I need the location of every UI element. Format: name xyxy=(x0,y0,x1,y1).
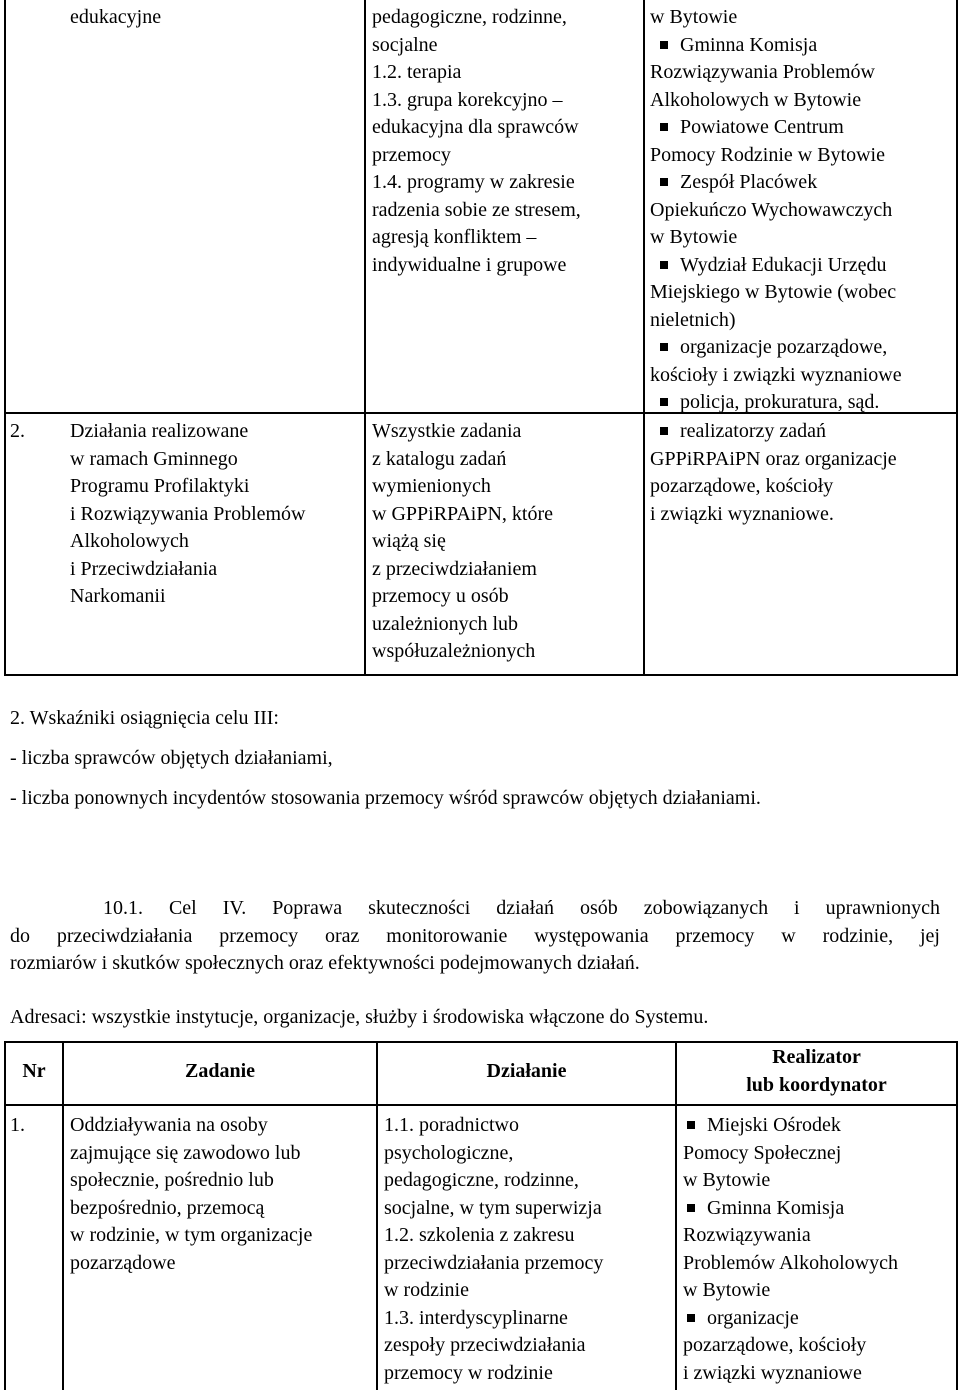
square-bullet-icon xyxy=(660,343,668,351)
cell-dzialanie-row1 xyxy=(372,4,581,279)
header-zadanie: Zadanie xyxy=(184,1060,256,1082)
cell-zadanie-row2 xyxy=(70,418,306,611)
bullet-text: Gminna Komisja xyxy=(707,1196,845,1219)
cell-realizator-row2 xyxy=(650,418,897,528)
goal-line3: rozmiarów i skutków społecznych oraz efektywności podejmowanych działań. xyxy=(10,952,640,974)
goal-line1: Poprawa skuteczności działań osób zobowiązanych i uprawnionych xyxy=(272,897,940,919)
bullet-text: Miejski Ośrodek xyxy=(707,1114,841,1136)
text-line: bezpośrednio, przemocą xyxy=(70,1196,265,1219)
t2-cell-zadanie xyxy=(70,1112,312,1277)
text-line: Alkoholowych xyxy=(70,530,189,552)
text-line: społecznie, pośrednio lub xyxy=(70,1169,274,1191)
bullet-text: Alkoholowych w Bytowie xyxy=(650,88,862,111)
text-line: wiążą się xyxy=(372,530,446,552)
text-line: w GPPiRPAiPN, które xyxy=(372,502,553,525)
header-realizator: Realizator lub koordynator xyxy=(746,1046,887,1096)
text-line: Narkomanii xyxy=(70,585,166,607)
cell-dzialanie-row2 xyxy=(372,418,553,666)
bullet-text: Gminna Komisja xyxy=(680,33,818,56)
text-line xyxy=(650,224,902,252)
text-line: radzenia sobie ze stresem, xyxy=(372,198,581,221)
header-nr: Nr xyxy=(22,1060,46,1082)
t2-cell-realizator xyxy=(683,1112,898,1387)
square-bullet-icon xyxy=(660,178,668,186)
bullet-text: pozarządowe, kościoły xyxy=(683,1334,867,1356)
text-line xyxy=(683,1360,898,1388)
text-line: edukacyjne xyxy=(70,6,162,28)
text-line xyxy=(683,1250,898,1278)
bullet-text: policja, prokuratura, sąd. xyxy=(680,391,880,413)
bullet-text: nieletnich) xyxy=(650,308,736,331)
text-line xyxy=(683,1140,898,1168)
bullet-list-item xyxy=(650,252,902,280)
text-line: z przeciwdziałaniem xyxy=(372,557,537,580)
goal-paragraph xyxy=(10,895,940,978)
bullet-text: i związki wyznaniowe. xyxy=(650,502,834,525)
text-line: socjalne xyxy=(372,33,438,56)
text-line: zajmujące się zawodowo lub xyxy=(70,1141,301,1164)
text-line: przemocy xyxy=(372,143,451,166)
bullet-text: Rozwiązywania xyxy=(683,1224,811,1246)
text-line xyxy=(650,362,902,390)
bullet-list-item xyxy=(650,418,897,446)
text-line xyxy=(650,279,902,307)
text-line: w ramach Gminnego xyxy=(70,447,238,470)
text-line xyxy=(650,197,902,225)
text-line: przemocy u osób xyxy=(372,585,509,607)
bullet-text: kościoły i związki wyznaniowe xyxy=(650,363,902,386)
text-line xyxy=(650,307,902,335)
bullet-text: realizatorzy zadań xyxy=(680,420,827,442)
text-line: 1.2. terapia xyxy=(372,61,462,83)
bullet-list-item xyxy=(650,114,902,142)
bullet-text: Opiekuńczo Wychowawczych xyxy=(650,198,893,221)
text-line: Działania realizowane xyxy=(70,420,249,442)
square-bullet-icon xyxy=(687,1121,695,1129)
indicator-item: - liczba sprawców objętych działaniami, xyxy=(10,747,333,769)
bullet-text: organizacje xyxy=(707,1306,799,1329)
text-line: w rodzinie xyxy=(384,1279,469,1301)
text-line: agresją konfliktem – xyxy=(372,226,537,248)
text-line: socjalne, w tym superwizja xyxy=(384,1196,602,1219)
bullet-text: Pomocy Społecznej xyxy=(683,1141,842,1164)
text-line: uzależnionych lub xyxy=(372,612,519,635)
bullet-list-item xyxy=(650,389,902,417)
bullet-text: Powiatowe Centrum xyxy=(680,116,844,138)
header-dzialanie: Działanie xyxy=(486,1060,567,1082)
goal-line2: do przeciwdziałania przemocy oraz monitorowanie występowania przemocy w rodzinie, jej xyxy=(10,924,940,947)
bullet-text: w Bytowie xyxy=(683,1169,771,1191)
text-line: indywidualne i grupowe xyxy=(372,253,567,276)
text-line: wymienionych xyxy=(372,475,491,497)
t2-cell-dzialanie xyxy=(384,1112,603,1387)
text-line: psychologiczne, xyxy=(384,1141,514,1164)
text-line xyxy=(683,1277,898,1305)
text-line: przemocy w rodzinie xyxy=(384,1361,553,1384)
bullet-text: Pomocy Rodzinie w Bytowie xyxy=(650,143,885,166)
bullet-text: i związki wyznaniowe xyxy=(683,1361,862,1384)
cell-zadanie-row1 xyxy=(70,4,161,32)
addressees-text: Adresaci: wszystkie instytucje, organizacje, służby i środowiska włączone do Systemu. xyxy=(10,1006,709,1028)
text-line: pedagogiczne, rodzinne, xyxy=(372,6,567,28)
text-line xyxy=(650,4,902,32)
text-line: i Rozwiązywania Problemów xyxy=(70,502,306,525)
text-line xyxy=(683,1167,898,1195)
square-bullet-icon xyxy=(687,1314,695,1322)
text-line: przeciwdziałania przemocy xyxy=(384,1251,604,1274)
cell-nr-row2: 2. xyxy=(10,420,25,442)
square-bullet-icon xyxy=(687,1204,695,1212)
text-line: współuzależnionych xyxy=(372,640,536,662)
text-line xyxy=(650,473,897,501)
bullet-text: GPPiRPAiPN oraz organizacje xyxy=(650,447,897,470)
text-line xyxy=(650,142,902,170)
bullet-text: Problemów Alkoholowych xyxy=(683,1251,898,1274)
bullet-text: Zespół Placówek xyxy=(680,171,818,193)
text-line: 1.3. interdyscyplinarne xyxy=(384,1306,568,1329)
square-bullet-icon xyxy=(660,261,668,269)
text-line xyxy=(650,59,902,87)
text-line: 1.1. poradnictwo xyxy=(384,1114,519,1136)
text-line: pedagogiczne, rodzinne, xyxy=(384,1169,579,1191)
goal-number: 10.1. Cel IV. xyxy=(103,897,247,919)
indicator-item: - liczba ponownych incydentów stosowania przemocy wśród sprawców objętych działaniami. xyxy=(10,787,761,809)
indicators-heading: 2. Wskaźniki osiągnięcia celu III: xyxy=(10,707,279,729)
text-line xyxy=(650,87,902,115)
bullet-text: Rozwiązywania Problemów xyxy=(650,61,875,83)
text-line xyxy=(650,446,897,474)
text-line: zespoły przeciwdziałania xyxy=(384,1334,586,1356)
bullet-list-item xyxy=(650,32,902,60)
square-bullet-icon xyxy=(660,398,668,406)
bullet-text: w Bytowie xyxy=(650,226,738,248)
text-line: 1.2. szkolenia z zakresu xyxy=(384,1224,575,1246)
text-line: z katalogu zadań xyxy=(372,447,507,470)
square-bullet-icon xyxy=(660,41,668,49)
text-line: pozarządowe xyxy=(70,1251,176,1274)
text-line xyxy=(650,501,897,529)
bullet-text: Wydział Edukacji Urzędu xyxy=(680,253,887,276)
bullet-text: w Bytowie xyxy=(650,6,738,28)
text-line: i Przeciwdziałania xyxy=(70,557,218,580)
bullet-text: w Bytowie xyxy=(683,1279,771,1301)
text-line xyxy=(683,1222,898,1250)
text-line xyxy=(683,1332,898,1360)
bullet-text: organizacje pozarządowe, xyxy=(680,336,888,358)
bullet-text: pozarządowe, kościoły xyxy=(650,475,834,497)
text-line: w rodzinie, w tym organizacje xyxy=(70,1224,313,1246)
text-line: edukacyjna dla sprawców xyxy=(372,116,579,138)
bullet-text: Miejskiego w Bytowie (wobec xyxy=(650,281,897,303)
t2-cell-nr: 1. xyxy=(10,1114,25,1136)
bullet-list-item xyxy=(683,1195,898,1223)
bullet-list-item xyxy=(650,334,902,362)
text-line: 1.3. grupa korekcyjno – xyxy=(372,88,563,111)
bullet-list-item xyxy=(683,1112,898,1140)
bullet-list-item xyxy=(683,1305,898,1333)
square-bullet-icon xyxy=(660,123,668,131)
text-line: Programu Profilaktyki xyxy=(70,475,250,497)
text-line: Wszystkie zadania xyxy=(372,420,522,442)
text-line: 1.4. programy w zakresie xyxy=(372,171,575,193)
bullet-list-item xyxy=(650,169,902,197)
square-bullet-icon xyxy=(660,427,668,435)
text-line: Oddziaływania na osoby xyxy=(70,1114,268,1136)
cell-realizator-row1 xyxy=(650,4,902,417)
